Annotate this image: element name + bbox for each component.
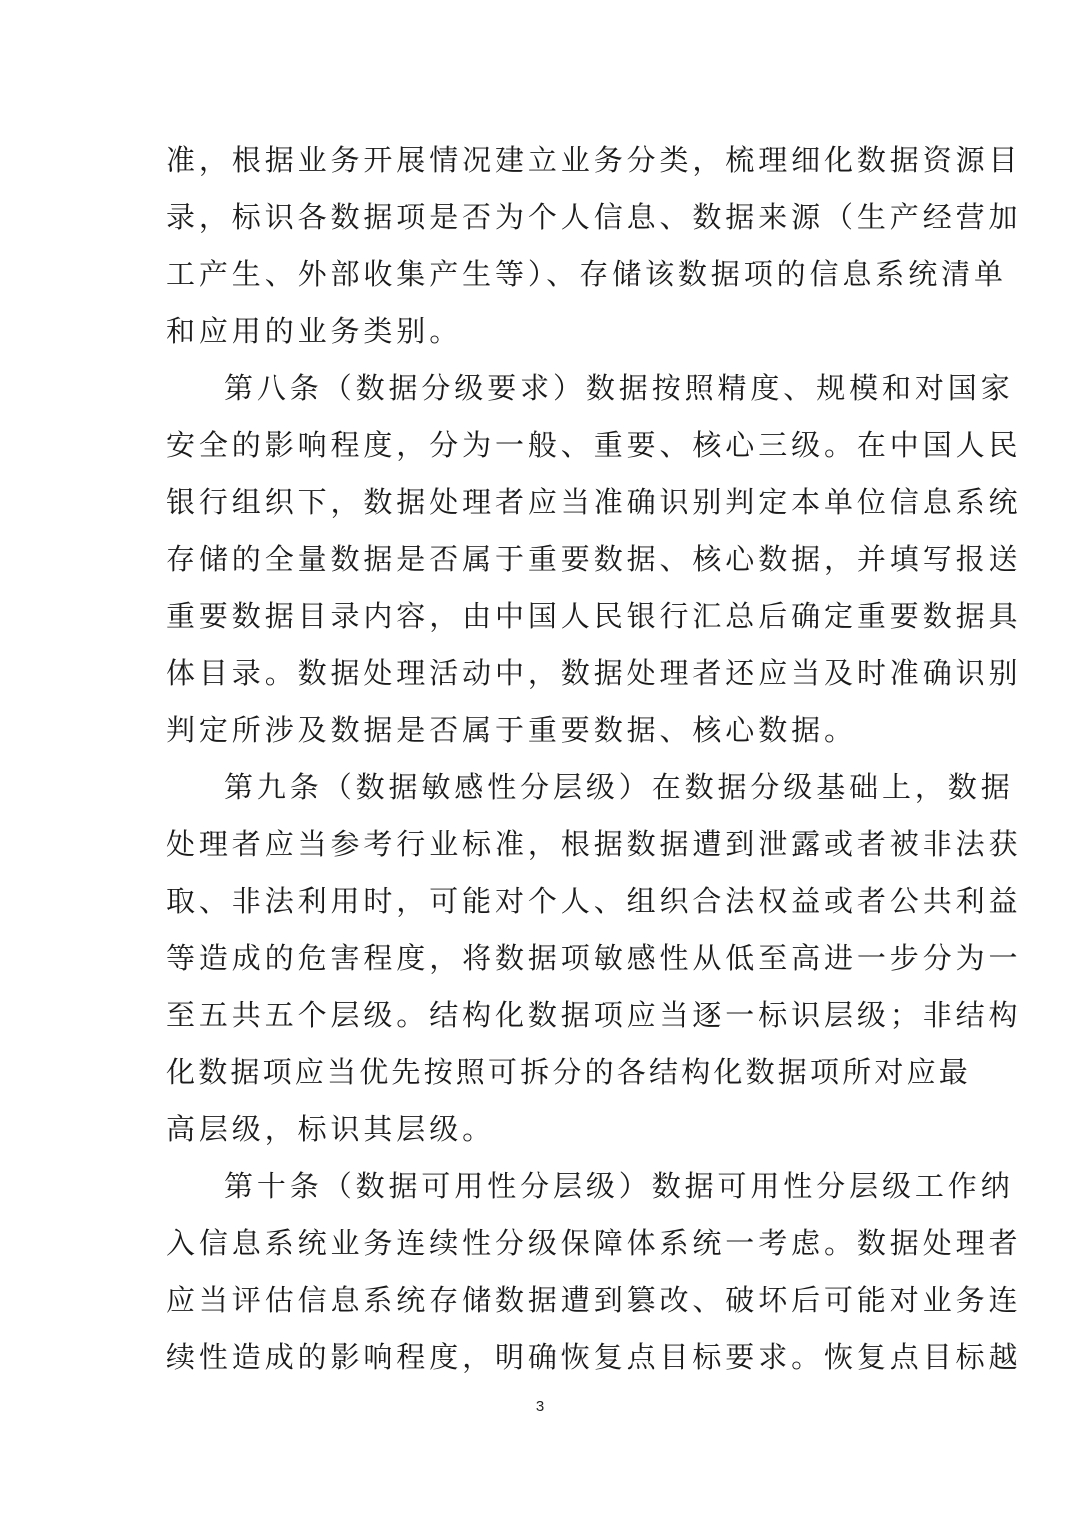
text-line: 高层级，标识其层级。	[166, 1112, 496, 1146]
text-line: 工产生、外部收集产生等）、存储该数据项的信息系统清单	[166, 257, 1007, 291]
text-line: 续性造成的影响程度，明确恢复点目标要求。恢复点目标越	[166, 1340, 1022, 1374]
text-line: 银行组织下，数据处理者应当准确识别判定本单位信息系统	[166, 485, 1022, 519]
text-line: 至五共五个层级。结构化数据项应当逐一标识层级；非结构	[166, 998, 1022, 1032]
text-line: 重要数据目录内容，由中国人民银行汇总后确定重要数据具	[166, 599, 1022, 633]
text-line: 等造成的危害程度，将数据项敏感性从低至高进一步分为一	[166, 941, 1022, 975]
article-9-heading-line: 第九条（数据敏感性分层级）在数据分级基础上，数据	[224, 770, 1014, 804]
text-line: 入信息系统业务连续性分级保障体系统一考虑。数据处理者	[166, 1226, 1022, 1260]
text-line: 安全的影响程度，分为一般、重要、核心三级。在中国人民	[166, 428, 1022, 462]
text-line: 判定所涉及数据是否属于重要数据、核心数据。	[166, 713, 857, 747]
article-10-heading-line: 第十条（数据可用性分层级）数据可用性分层级工作纳	[224, 1169, 1014, 1203]
article-8-heading-line: 第八条（数据分级要求）数据按照精度、规模和对国家	[224, 371, 1014, 405]
text-line: 化数据项应当优先按照可拆分的各结构化数据项所对应最	[166, 1055, 972, 1089]
text-line: 取、非法利用时，可能对个人、组织合法权益或者公共利益	[166, 884, 1022, 918]
text-line: 处理者应当参考行业标准，根据数据遭到泄露或者被非法获	[166, 827, 1022, 861]
text-line: 应当评估信息系统存储数据遭到篡改、破坏后可能对业务连	[166, 1283, 1022, 1317]
page-number: 3	[535, 1398, 545, 1415]
text-line: 准，根据业务开展情况建立业务分类，梳理细化数据资源目	[166, 143, 1022, 177]
text-line: 录，标识各数据项是否为个人信息、数据来源（生产经营加	[166, 200, 1022, 234]
text-line: 存储的全量数据是否属于重要数据、核心数据，并填写报送	[166, 542, 1022, 576]
text-line: 和应用的业务类别。	[166, 314, 463, 348]
text-line: 体目录。数据处理活动中，数据处理者还应当及时准确识别	[166, 656, 1022, 690]
